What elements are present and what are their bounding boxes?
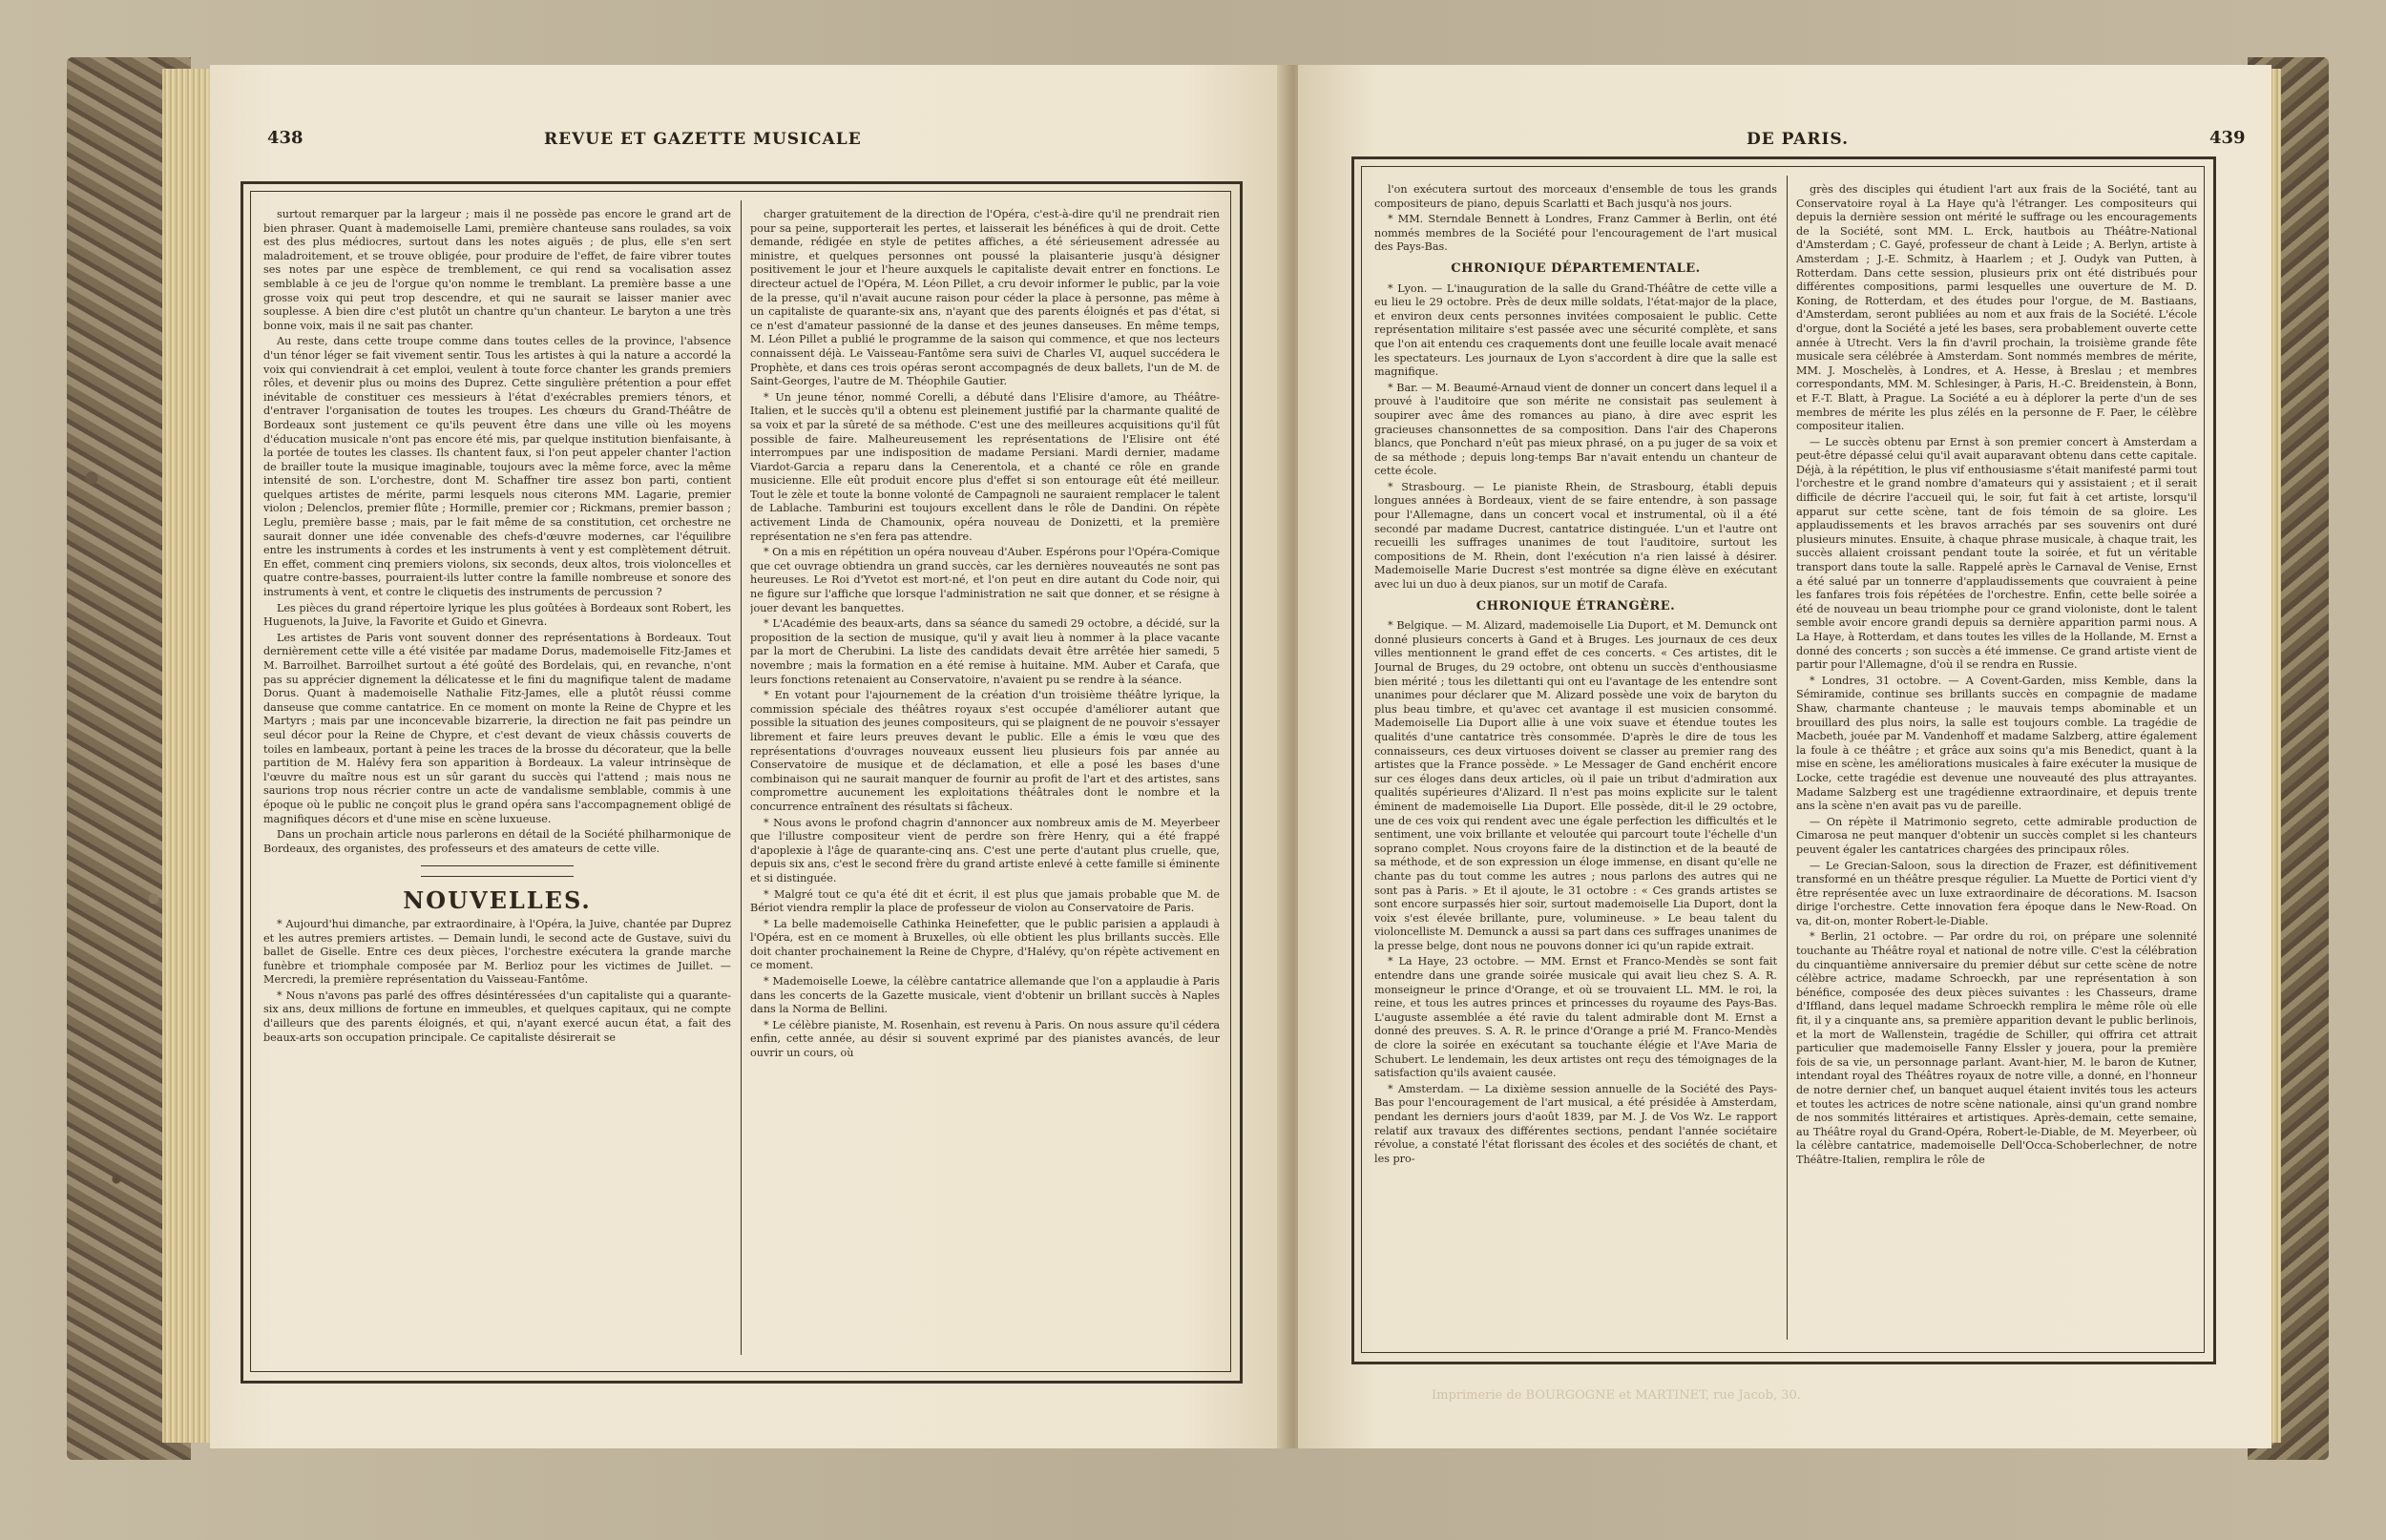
paragraph: Les pièces du grand répertoire lyrique les plus goûtées à Bordeaux sont Robert, les Huguenots, la Juive, la Favorite et Guido et Ginevra. — [263, 601, 731, 629]
section-title-nouvelles: NOUVELLES. — [403, 886, 592, 915]
left-page-column-2 — [750, 208, 1220, 1353]
paragraph: * Amsterdam. — La dixième session annuelle de la Société des Pays-Bas pour l'encouragement de l'art musical, a été présidée à Amsterdam, pendant les derniers jours d'août 1839, par M. J. de Vos Wz. Le rapport relatif aux travaux des différentes sections, pendant l'année sociétaire révolue, a constaté l'état florissant des écoles et des sociétés de chant, et les pro- — [1374, 1082, 1777, 1165]
left-page — [210, 65, 1288, 1448]
paragraph: Au reste, dans cette troupe comme dans toutes celles de la province, l'absence d'un ténor léger se fait vivement sentir. Tous les artistes à qui la nature a accordé la voix qui conviendrait à cet emploi, veulent à toute force chanter les grands premiers rôles, et devenir plus ou moins des Duprez. Cette singulière prétention a pour effet inévitable de constituer ces messieurs à l'état d'exécrables premiers ténors, et d'entraver l'organisation de toutes les troupes. Les chœurs du Grand-Théâtre de Bordeaux sont justement ce qu'ils peuvent être dans une ville où les moyens d'éducation musicale n'ont pas encore été mis, par quelque institution bienfaisante, à la portée de toutes les classes. Ils chantent faux, si l'on peut appeler chanter l'action de brailler toute la musique imaginable, toujours avec la même force, avec la même intensité de son. L'orchestre, dont M. Schaffner tire assez bon parti, contient quelques artistes de mérite, parmi lesquels nous citerons MM. Lagarie, premier violon ; Delenclos, premier flûte ; Hormille, premier cor ; Rickmans, premier basson ; Leglu, première basse ; mais, par le fait même de sa constitution, cet orchestre ne saurait donner une idée convenable des chefs-d'œuvre modernes, car l'équilibre entre les instruments à cordes et les instruments à vent y est complètement détruit. En effet, comment cinq premiers violons, six seconds, deux altos, trois violoncelles et quatre contre-basses, pourraient-ils lutter contre la famille nombreuse et sonore des instruments à vent, et contre le cliquetis des instruments de percussion ? — [263, 335, 731, 599]
paragraph: surtout remarquer par la largeur ; mais il ne possède pas encore le grand art de bien phraser. Quant à mademoiselle Lami, première chanteuse sans roulades, sa voix est des plus médiocres, surtout dans les notes aiguës ; de plus, elle s'en sert maladroitement, et se trouve obligée, pour produire de l'effet, de faire vibrer toutes ses notes par une espèce de tremblement, ce qui rend sa vocalisation assez semblable à ce jeu de l'orgue qu'on nomme le tremblant. La première basse a une grosse voix qui peut trop descendre, et qui ne saurait se laisser manier avec souplesse. A bien dire c'est plutôt un chantre qu'un chanteur. Le baryton a une très bonne voix, mais il ne sait pas chanter. — [263, 208, 731, 332]
open-book — [67, 57, 2329, 1460]
paragraph: * Strasbourg. — Le pianiste Rhein, de Strasbourg, établi depuis longues années à Bordeaux, vient de se faire entendre, à son passage pour l'Allemagne, dans un concert vocal et instrumental, où il a été secondé par madame Ducrest, cantatrice distinguée. L'un et l'autre ont recueilli les suffrages unanimes de tout l'auditoire, surtout les compositions de M. Rhein, dont l'exécution n'a rien laissé à désirer. Mademoiselle Marie Ducrest s'est montrée sa digne élève en exécutant avec lui un duo à deux pianos, sur un motif de Carafa. — [1374, 480, 1777, 592]
running-head-left: REVUE ET GAZETTE MUSICALE — [544, 130, 862, 149]
paragraph: * MM. Sterndale Bennett à Londres, Franz Cammer à Berlin, ont été nommés membres de la Société pour l'encouragement de l'art musical des Pays-Bas. — [1374, 213, 1777, 254]
paragraph: l'on exécutera surtout des morceaux d'ensemble de tous les grands compositeurs de piano, depuis Scarlatti et Bach jusqu'à nos jours. — [1374, 183, 1777, 210]
paragraph: Les artistes de Paris vont souvent donner des représentations à Bordeaux. Tout dernièrement cette ville a été visitée par madame Dorus, mademoiselle Fitz-James et M. Barroilhet. Barroilhet surtout a été goûté des Bordelais, qui, en revanche, n'ont pas su apprécier dignement la délicatesse et le fini du magnifique talent de madame Dorus. Quant à mademoiselle Nathalie Fitz-James, elle a plutôt réussi comme danseuse que comme cantatrice. En ce moment on monte la Reine de Chypre et les Martyrs ; mais par une inconcevable bizarrerie, la direction ne fait pas peindre un seul décor pour la Reine de Chypre, et c'est devant de vieux châssis couverts de toiles en lambeaux, portant à peine les traces de la brosse du décorateur, que la belle partition de M. Halévy fera son apparition à Bordeaux. La valeur intrinsèque de l'œuvre du maître nous est un sûr garant du succès qui l'attend ; mais nous ne saurions trop nous récrier contre un acte de vandalisme semblable, commis à une époque où le public ne conçoit plus le grand opéra sans l'accompagnement obligé de magnifiques décors et d'une mise en scène luxueuse. — [263, 631, 731, 825]
paragraph: * Le célèbre pianiste, M. Rosenhain, est revenu à Paris. On nous assure qu'il cédera enfin, cette année, au désir si souvent exprimé par des pianistes avancés, de leur ouvrir un cours, où — [750, 1018, 1220, 1060]
paragraph: * Nous avons le profond chagrin d'annoncer aux nombreux amis de M. Meyerbeer que l'illustre compositeur vient de perdre son frère Henry, qui a été frappé d'apoplexie à l'âge de quarante-cinq ans. C'est une perte d'autant plus cruelle, que, depuis six ans, c'est le second frère du grand artiste enlevé à cette famille si éminente et si distinguée. — [750, 816, 1220, 884]
right-page-column-2 — [1796, 183, 2197, 1342]
page-number-right: 439 — [2209, 128, 2246, 148]
paragraph: Dans un prochain article nous parlerons en détail de la Société philharmonique de Bordeaux, des organistes, des professeurs et des amateurs de cette ville. — [263, 828, 731, 855]
paragraph: * Berlin, 21 octobre. — Par ordre du roi, on prépare une solennité touchante au Théâtre royal et national de notre ville. C'est la célébration du cinquantième anniversaire du premier début sur cette scène de notre célèbre actrice, madame Schroeckh, par une représentation à son bénéfice, composée des deux pièces suivantes : les Chasseurs, drame d'Iffland, dans lequel madame Schroeckh remplira le même rôle où elle fit, il y a cinquante ans, sa première apparition devant le public berlinois, et la mort de Wallenstein, tragédie de Schiller, qui offrira cet attrait particulier que mademoiselle Fanny Elssler y jouera, pour la première fois de sa vie, un personnage parlant. Avant-hier, M. le baron de Kutner, intendant royal des Théâtres royaux de notre ville, a donné, en l'honneur de notre dernier chef, un banquet auquel étaient invités tous les acteurs et toutes les actrices de notre scène nationale, ainsi qu'un grand nombre de nos sommités littéraires et artistiques. Après-demain, cette semaine, au Théâtre royal du Grand-Opéra, Robert-le-Diable, de M. Meyerbeer, où la célèbre cantatrice, mademoiselle Dell'Occa-Schoberlechner, de notre Théâtre-Italien, remplira le rôle de — [1796, 930, 2197, 1166]
column-rule-right — [1787, 176, 1788, 1340]
paragraph: * Aujourd'hui dimanche, par extraordinaire, à l'Opéra, la Juive, chantée par Duprez et les autres premiers artistes. — Demain lundi, le second acte de Gustave, suivi du ballet de Giselle. Entre ces deux pièces, l'orchestre exécutera la grande marche funèbre et triomphale composée par M. Berlioz pour les victimes de Juillet. — Mercredi, la première représentation du Vaisseau-Fantôme. — [263, 917, 731, 987]
running-head-right: DE PARIS. — [1747, 130, 1850, 149]
section-divider — [421, 865, 574, 877]
paragraph: * Malgré tout ce qu'a été dit et écrit, il est plus que jamais probable que M. de Bériot viendra remplir la place de professeur de violon au Conservatoire de Paris. — [750, 887, 1220, 915]
paragraph: * La belle mademoiselle Cathinka Heinefetter, que le public parisien a applaudi à l'Opéra, est en ce moment à Bruxelles, où elle obtient les plus brillants succès. Elle doit chanter prochainement la Reine de Chypre, d'Halévy, qu'on répète activement en ce moment. — [750, 917, 1220, 972]
paragraph: * Lyon. — L'inauguration de la salle du Grand-Théâtre de cette ville a eu lieu le 29 octobre. Près de deux mille soldats, l'état-major de la place, et environ deux cents personnes invitées composaient le public. Cette représentation militaire s'est passée avec une sécurité complète, et sans que l'on ait entendu ces craquements dont une feuille locale avait menacé les spectateurs. Les journaux de Lyon s'accordent à dire que la salle est magnifique. — [1374, 281, 1777, 379]
right-page-column-1 — [1374, 183, 1777, 1342]
heading-chronique-etrangere: CHRONIQUE ÉTRANGÈRE. — [1476, 598, 1676, 614]
paragraph: * On a mis en répétition un opéra nouveau d'Auber. Espérons pour l'Opéra-Comique que cet ouvrage obtiendra un grand succès, car les dernières nouveautés ne sont pas heureuses. Le Roi d'Yvetot est mort-né, et l'on peut en dire autant du Code noir, qui ne figure sur l'affiche que lorsque l'administration ne sait que donner, et se résigne à jouer devant les banquettes. — [750, 546, 1220, 614]
paragraph: * Un jeune ténor, nommé Corelli, a débuté dans l'Elisire d'amore, au Théâtre-Italien, et le succès qu'il a obtenu est pleinement justifié par la charmante qualité de sa voix et par la sûreté de sa méthode. C'est une des meilleures acquisitions qu'il fût possible de faire. Malheureusement les représentations de l'Elisire ont été interrompues par une indisposition de madame Persiani. Mardi dernier, madame Viardot-Garcia a reparu dans la Cenerentola, et a chanté ce rôle en grande musicienne. Elle eût produit encore plus d'effet si son entourage eût été meilleur. Tout le zèle et toute la bonne volonté de Campagnoli ne sauraient remplacer le talent de Lablache. Tamburini est toujours excellent dans le rôle de Dandini. On répète activement Linda de Chamounix, opéra nouveau de Donizetti, et la première représentation ne s'en fera pas attendre. — [750, 390, 1220, 543]
heading-chronique-departementale: CHRONIQUE DÉPARTEMENTALE. — [1451, 260, 1701, 276]
printer-imprint: Imprimerie de BOURGOGNE et MARTINET, rue Jacob, 30. — [1432, 1388, 1801, 1403]
paragraph: * Londres, 31 octobre. — A Covent-Garden, miss Kemble, dans la Sémiramide, continue ses brillants succès en compagnie de madame Shaw, charmante chanteuse ; le mauvais temps abominable et un brouillard des plus noirs, la salle est toujours comble. La tragédie de Macbeth, jouée par M. Vandenhoff et madame Salzberg, attire également la foule à ce théâtre ; et grâce aux soins qu'a mis Benedict, quant à la mise en scène, les améliorations musicales à faire exécuter la musique de Locke, cette tragédie est devenue une nouveauté des plus attrayantes. Madame Salzberg est une tragédienne extraordinaire, et depuis trente ans la scène n'en avait pas vu de pareille. — [1796, 674, 2197, 813]
paragraph: * La Haye, 23 octobre. — MM. Ernst et Franco-Mendès se sont fait entendre dans une grande soirée musicale qui avait lieu chez S. A. R. monseigneur le prince d'Orange, et où se trouvaient LL. MM. le roi, la reine, et tous les autres princes et princesses du royaume des Pays-Bas. L'auguste assemblée a été ravie du talent admirable dont M. Ernst a donné des preuves. S. A. R. le prince d'Orange a prié M. Franco-Mendès de clore la soirée en exécutant sa touchante élégie et l'Ave Maria de Schubert. Le lendemain, les deux artistes ont reçu des témoignages de la satisfaction qu'ils avaient causée. — [1374, 955, 1777, 1080]
page-number-left: 438 — [267, 128, 303, 148]
paragraph: charger gratuitement de la direction de l'Opéra, c'est-à-dire qu'il ne prendrait rien pour sa peine, supporterait les pertes, et laisserait les bénéfices à qui de droit. Cette demande, rédigée en style de petites affiches, a été sérieusement adressée au ministre, et quelques personnes ont poussé la plaisanterie jusqu'à désigner positivement le jour et l'heure auxquels le capitaliste devait entrer en fonctions. Le directeur actuel de l'Opéra, M. Léon Pillet, a cru devoir informer le public, par la voie de la presse, qu'il n'avait aucune raison pour céder la place à personne, pas même à un capitaliste de quarante-six ans, n'ayant que des parents éloignés et pas d'état, si ce n'est d'amateur passionné de la danse et des jeunes danseuses. En même temps, M. Léon Pillet a publié le programme de la saison qui commence, et que nos lecteurs connaissent déjà. Le Vaisseau-Fantôme sera suivi de Charles VI, auquel succédera le Prophète, et dans ces trois opéras seront accompagnés de deux ballets, l'un de M. de Saint-Georges, l'autre de M. Théophile Gautier. — [750, 208, 1220, 388]
left-page-column-1 — [263, 208, 731, 1353]
paragraph: * Bar. — M. Beaumé-Arnaud vient de donner un concert dans lequel il a prouvé à l'auditoire que son mérite ne consistait pas seulement à soupirer avec âme des romances au piano, à dire avec esprit les gracieuses chansonnettes de sa composition. Dans l'air des Chaperons blancs, que Ponchard n'eût pas mieux phrasé, on a pu juger de sa voix et de sa méthode ; depuis long-temps Bar n'avait entendu un chanteur de cette école. — [1374, 381, 1777, 478]
paragraph: * Belgique. — M. Alizard, mademoiselle Lia Duport, et M. Demunck ont donné plusieurs concerts à Gand et à Bruges. Les journaux de ces deux villes mentionnent le grand effet de ces concerts. « Ces artistes, dit le Journal de Bruges, du 29 octobre, ont obtenu un succès d'enthousiasme bien mérité ; tous les dilettanti qui ont eu l'avantage de les entendre sont unanimes pour déclarer que M. Alizard possède une voix de baryton du plus beau timbre, et qu'avec cet avantage il est musicien consommé. Mademoiselle Lia Duport allie à une voix suave et étendue toutes les qualités d'une cantatrice très consommée. D'après le dire de tous les connaisseurs, ces deux virtuoses doivent se classer au premier rang des artistes que la France possède. » Le Messager de Gand enchérit encore sur ces éloges dans deux articles, où il paie un tribut d'admiration aux qualités supérieures d'Alizard. Il n'est pas moins explicite sur le talent éminent de mademoiselle Lia Duport. Elle possède, dit-il le 29 octobre, une de ces voix qui rendent avec une égale perfection les difficultés et le sentiment, une voix brillante et veloutée qui parcourt toute l'échelle d'un soprano complet. Nous croyons faire de la distinction et de la beauté de sa méthode, et de son expression un éloge immense, en disant qu'elle ne chante pas du tout comme les autres ; nous parlons des autres qui ne sont pas à Paris. » Et il ajoute, le 31 octobre : « Ces grands artistes se sont encore surpassés hier soir, surtout mademoiselle Lia Duport, dont la voix s'est élevée brillante, pure, volumineuse. » Le beau talent du violoncelliste M. Demunck a aussi sa part dans ces suffrages unanimes de la presse belge, dont nous ne pouvons donner ici qu'un rapide extrait. — [1374, 619, 1777, 952]
paragraph: — On répète il Matrimonio segreto, cette admirable production de Cimarosa ne peut manquer d'obtenir un succès complet si les chanteurs peuvent égaler les cantatrices chargées des principaux rôles. — [1796, 815, 2197, 856]
paragraph: — Le succès obtenu par Ernst à son premier concert à Amsterdam a peut-être dépassé celui qu'il avait auparavant obtenu dans cette capitale. Déjà, à la répétition, le plus vif enthousiasme s'était manifesté parmi tout l'orchestre et le grand nombre d'amateurs qui y assistaient ; et il serait difficile de décrire l'accueil qui, le soir, fut fait à cet artiste, lorsqu'il apparut sur cette scène, tant de fois témoin de sa gloire. Les applaudissements et les bravos arrachés par ses souvenirs ont duré plusieurs minutes. Ensuite, à chaque phrase musicale, à chaque trait, les succès allaient croissant pendant toute la soirée, et fut un véritable transport dans toute la salle. Rappelé après le Carnaval de Venise, Ernst a été salué par un tonnerre d'applaudissements que couvraient à peine les fanfares trois fois répétées de l'orchestre. Enfin, cette belle soirée a été de nouveau un beau triomphe pour ce grand violoniste, dont le talent semble avoir encore grandi depuis sa dernière apparition parmi nous. A La Haye, à Rotterdam, et dans toutes les villes de la Hollande, M. Ernst a donné des concerts ; son succès a été immense. Ce grand artiste vient de partir pour l'Allemagne, d'où il se rendra en Russie. — [1796, 435, 2197, 672]
paragraph: * L'Académie des beaux-arts, dans sa séance du samedi 29 octobre, a décidé, sur la proposition de la section de musique, qu'il y avait lieu à nommer à la place vacante par la mort de Cherubini. La liste des candidats devait être arrêtée hier samedi, 5 novembre ; mais la formation en a été remise à huitaine. MM. Auber et Carafa, que leurs fonctions retenaient au Conservatoire, n'avaient pu se rendre à la séance. — [750, 617, 1220, 686]
paragraph: — Le Grecian-Saloon, sous la direction de Frazer, est définitivement transformé en un théâtre presque régulier. La Muette de Portici vient d'y être représentée avec un luxe extraordinaire de décorations. M. Isacson dirige l'orchestre. Cette innovation fera époque dans le New-Road. On va, dit-on, monter Robert-le-Diable. — [1796, 859, 2197, 927]
paragraph: * Mademoiselle Loewe, la célèbre cantatrice allemande que l'on a applaudie à Paris dans les concerts de la Gazette musicale, vient d'obtenir un brillant succès à Naples dans la Norma de Bellini. — [750, 975, 1220, 1016]
paragraph: * Nous n'avons pas parlé des offres désintéressées d'un capitaliste qui a quarante-six ans, deux millions de fortune en immeubles, et quelques capitaux, qui ne compte d'ailleurs que des parents éloignés, et qui, n'ayant exercé aucun état, a fait des beaux-arts son occupation principale. Ce capitaliste désirerait se — [263, 989, 731, 1044]
paragraph: * En votant pour l'ajournement de la création d'un troisième théâtre lyrique, la commission spéciale des théâtres royaux s'est occupée d'améliorer autant que possible la situation des jeunes compositeurs, qui se plaignent de ne pouvoir s'essayer librement et faire leurs preuves devant le public. Elle a émis le vœu que des représentations d'ouvrages nouveaux eussent lieu plusieurs fois par année au Conservatoire de musique et de déclamation, et elle a posé les bases d'une combinaison qui ne saurait manquer de fournir au profit de l'art et des artistes, sans compromettre aucunement les exploitations théâtrales dont le nombre et la concurrence entraînent des résultats si fâcheux. — [750, 689, 1220, 813]
column-rule-left — [741, 200, 742, 1355]
paragraph: grès des disciples qui étudient l'art aux frais de la Société, tant au Conservatoire royal à La Haye qu'à l'étranger. Les compositeurs qui depuis la dernière session ont mérité le suffrage ou les encouragements de la Société, sont MM. L. Erck, hautbois au Théâtre-National d'Amsterdam ; C. Gayé, professeur de chant à Leide ; A. Berlyn, artiste à Amsterdam ; J.-E. Schmitz, à Haarlem ; et J. Oudyk van Putten, à Rotterdam. Dans cette session, plusieurs prix ont été distribués pour différentes compositions, parmi lesquelles une ouverture de M. D. Koning, de Rotterdam, et des études pour l'orgue, de M. Bastiaans, d'Amsterdam, seront publiées au nom et aux frais de la Société. L'école d'orgue, dont la Société a jeté les bases, sera probablement ouverte cette année à Utrecht. Vers la fin d'avril prochain, la troisième grande fête musicale sera célébrée à Amsterdam. Sont nommés membres de mérite, MM. J. Moschelès, à Londres, et A. Hesse, à Breslau ; et membres correspondants, MM. M. Schlesinger, à Paris, H.-C. Breidenstein, à Bonn, et F.-T. Blatt, à Prague. La Société a eu à déplorer la perte d'un de ses membres de mérite les plus zélés en la personne de F. Paer, le célèbre compositeur italien. — [1796, 183, 2197, 433]
right-page — [1298, 65, 2271, 1448]
